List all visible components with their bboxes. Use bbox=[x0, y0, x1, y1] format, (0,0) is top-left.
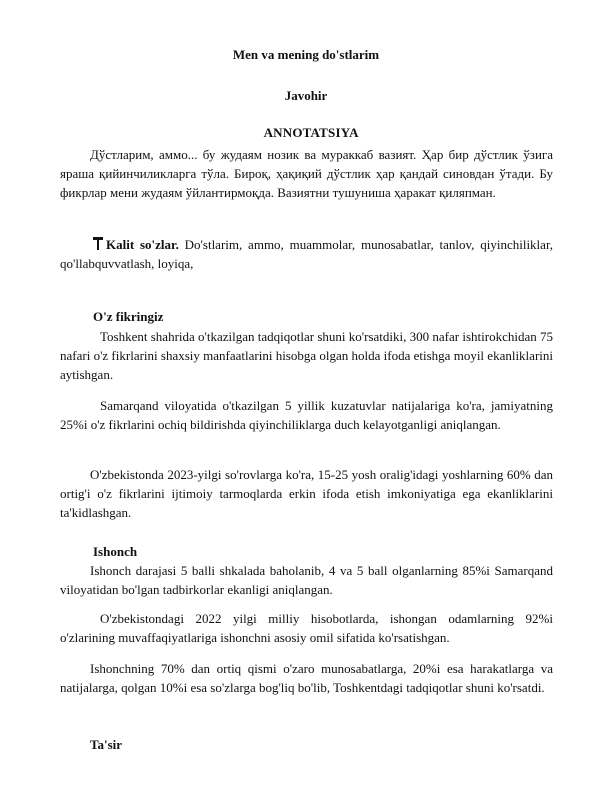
opinion-paragraph-1: Toshkent shahrida o'tkazilgan tadqiqotlar shuni ko'rsatdiki, 300 nafar ishtirokchidan 75 nafari o'z fikrlarini shaxsiy manfaatlarini hisobga olgan holda ifoda etishga moyil ekanliklarini aytishgan. bbox=[60, 329, 553, 382]
annotation-text: Дўстларим, аммо... бу жудаям нозик ва мураккаб вазият. Ҳар бир дўстлик ўзига яраша қийинчиликларга тўла. Бироқ, ҳақиқий дўстлик ҳар қандай синовдан ўтади. Бу фикрлар мени жудаям ўйлантирмоқда. Вазиятни тушуниша ҳаракат қиляпман. bbox=[60, 147, 553, 200]
document-title: Men va mening do'stlarim bbox=[232, 47, 380, 62]
trust-paragraph-3: Ishonchning 70% dan ortiq qismi o'zaro munosabatlarga, 20%i esa harakatlarga va natijalarga, qolgan 10%i esa so'zlarga bog'liq bo'lib, Toshkentdagi tadqiqotlar shuni ko'rsatdi. bbox=[60, 661, 553, 695]
opinion-paragraph-3: O'zbekistonda 2023-yilgi so'rovlarga ko'ra, 15-25 yosh oralig'idagi yoshlarning 60% dan ortig'i o'z fikrlarini ijtimoiy tarmoqlarda erkin ifoda etish imkoniyatiga ega ekanliklarini ta'kidlashgan. bbox=[60, 467, 553, 520]
trust-paragraph-1: Ishonch darajasi 5 balli shkalada baholanib, 4 va 5 ball olganlarning 85%i Samarqand viloyatidan bo'lgan tadbirkorlar ekanligi aniqlangan. bbox=[60, 563, 553, 597]
author-name: Javohir bbox=[284, 88, 328, 103]
section-heading-opinion: O'z fikringiz bbox=[93, 309, 164, 324]
keywords-text: Do'stlarim, ammo, muammolar, munosabatlar, tanlov, qiyinchiliklar, qo'llabquvvatlash, loyiqa, bbox=[60, 237, 554, 271]
annotation-heading: ANNOTATSIYA bbox=[258, 125, 354, 140]
keywords-label: Kalit so'zlar. bbox=[106, 237, 179, 252]
opinion-paragraph-2: Samarqand viloyatida o'tkazilgan 5 yillik kuzatuvlar natijalariga ko'ra, jamiyatning 25%i o'z fikrlarini ochiq bildirishda qiyinchiliklarga duch kelayotganligi aniqlangan. bbox=[60, 398, 553, 432]
keywords-paragraph bbox=[60, 235, 553, 273]
trust-paragraph-2: O'zbekistondagi 2022 yilgi milliy hisobotlarda, ishongan odamlarning 92%i o'zlarining muvaffaqiyatlariga ishonchni asosiy omil sifatida ko'rsatishgan. bbox=[60, 611, 553, 645]
pin-icon bbox=[93, 237, 103, 250]
section-heading-influence: Ta'sir bbox=[90, 737, 123, 752]
section-heading-trust: Ishonch bbox=[93, 544, 138, 559]
